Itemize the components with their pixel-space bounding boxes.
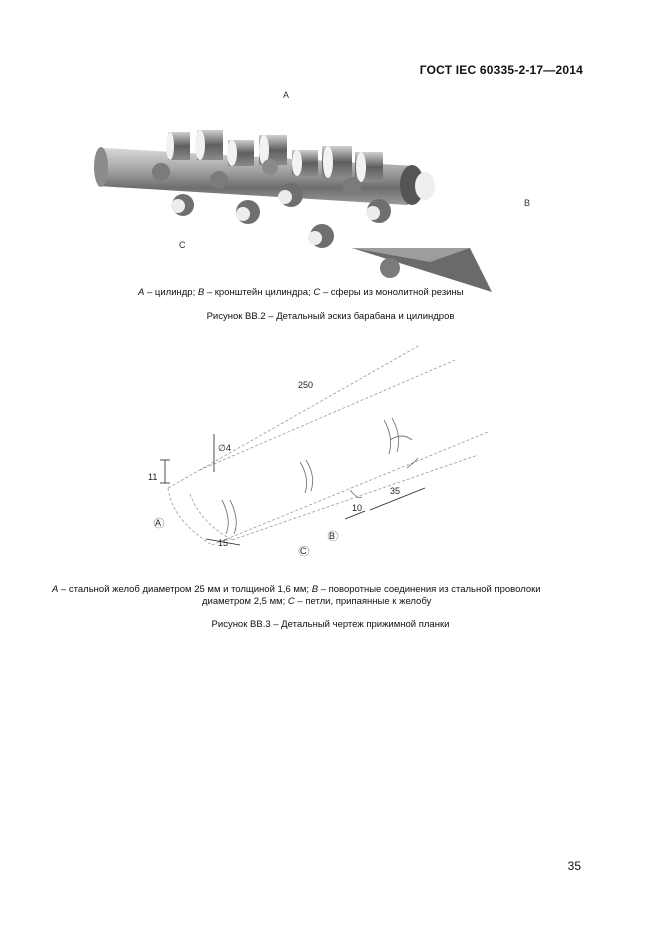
legend-key-c: C <box>313 287 321 298</box>
dim-15: 15 <box>218 538 229 548</box>
legend-text-b: – кронштейн цилиндра; <box>204 287 314 298</box>
figure-bb3-title: Рисунок ВВ.3 – Детальный чертеж прижимной планки <box>211 619 450 630</box>
dim-250: 250 <box>298 380 314 390</box>
figure-bb3-legend-line1 <box>52 584 541 595</box>
dim-35: 35 <box>390 486 401 496</box>
legend-text-pre: диаметром 2,5 мм; <box>202 596 288 607</box>
figure-bb2-label-c: C <box>179 240 186 250</box>
figure-bb2-label-b: B <box>524 198 531 208</box>
legend-key-a: A <box>52 584 59 595</box>
page-number: 35 <box>567 859 581 873</box>
legend-text-a: – стальной желоб диаметром 25 мм и толщиной 1,6 мм; <box>58 584 312 595</box>
legend-text-b: – поворотные соединения из стальной проволоки <box>318 584 541 595</box>
figure-bb2-label-a: A <box>283 90 290 100</box>
legend-text-c: – петли, припаянные к желобу <box>294 596 432 607</box>
figure-bb2-title: Рисунок ВВ.2 – Детальный эскиз барабана и цилиндров <box>206 311 455 322</box>
svg-text:C: C <box>300 546 307 556</box>
svg-text:B: B <box>329 531 336 541</box>
legend-key-b: B <box>311 584 319 595</box>
ref-label-b <box>328 531 338 541</box>
legend-text-a: – цилиндр; <box>144 287 198 298</box>
standard-code: ГОСТ IEC 60335-2-17—2014 <box>419 63 583 77</box>
svg-text:A: A <box>155 518 162 528</box>
dim-10: 10 <box>352 503 363 513</box>
legend-key-a: A <box>138 287 145 298</box>
ref-label-a <box>154 518 164 528</box>
dim-11: 11 <box>148 472 158 482</box>
figure-bb3-legend-line2 <box>202 596 431 607</box>
legend-key-b: B <box>197 287 205 298</box>
ref-label-c <box>299 546 309 556</box>
dim-diameter-4: ∅4 <box>218 443 231 453</box>
legend-key-c: C <box>287 596 295 607</box>
legend-text-c: – сферы из монолитной резины <box>320 287 464 298</box>
